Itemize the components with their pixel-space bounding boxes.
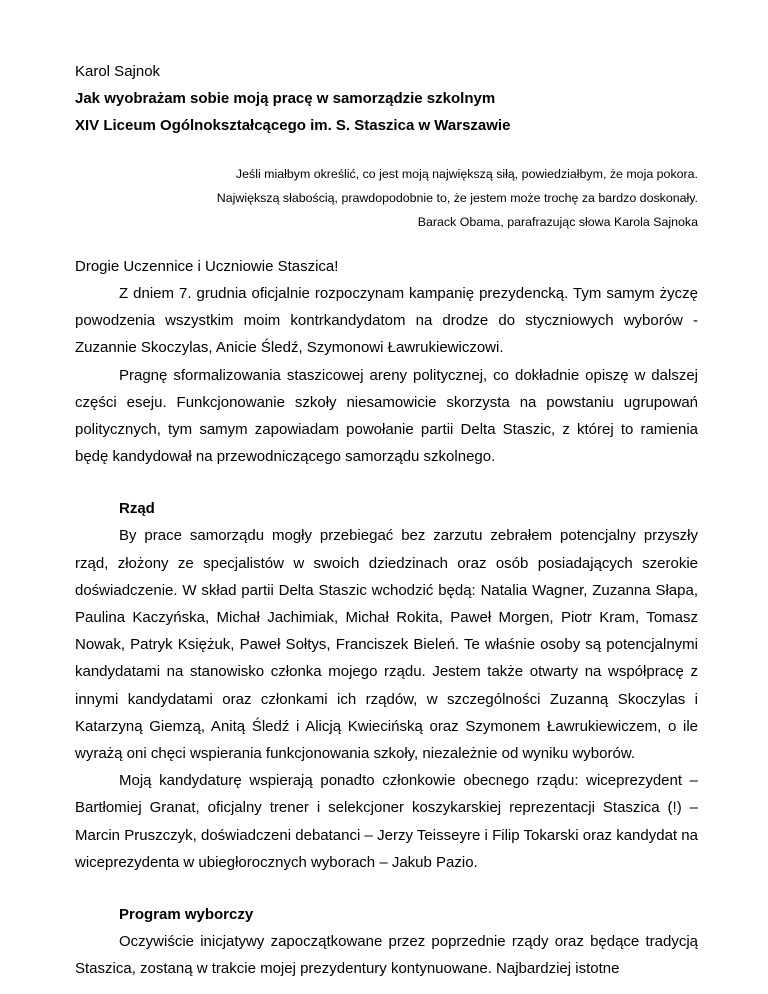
document-title: Jak wyobrażam sobie moją pracę w samorządzie szkolnym: [75, 90, 496, 107]
rzad-paragraph-2: Moją kandydaturę wspierają ponadto członkowie obecnego rządu: wiceprezydent – Bartłomiej Granat, oficjalny trener i selekcjoner koszykarskiej reprezentacji Staszica (!) – Marcin Pruszczyk, doświadczeni debatanci – Jerzy Teisseyre i Filip Tokarski oraz kandydat na wiceprezydenta w ubiegłorocznych wyborach – Jakub Pazio.: [75, 772, 698, 871]
author-name: Karol Sajnok: [75, 63, 161, 80]
rzad-paragraph-1: By prace samorządu mogły przebiegać bez zarzutu zebrałem potencjalny przyszły rząd, złożony ze specjalistów w swoich dziedzinach oraz osób posiadających szerokie doświadczenie. W skład partii Delta Staszic wchodzić będą: Natalia Wagner, Zuzanna Słapa, Paulina Kaczyńska, Michał Jachimiak, Michał Rokita, Paweł Morgen, Piotr Kram, Tomasz Nowak, Patryk Księżuk, Paweł Sołtys, Franciszek Bieleń. Te właśnie osoby są potencjalnymi kandydatami na stanowisko członka mojego rządu. Jestem także otwarty na współpracę z innymi kandydatami oraz członkami ich rządów, w szczególności Zuzanną Skoczylas i Katarzyną Giemzą, Anitą Śledź i Alicją Kwiecińską oraz Szymonem Ławrukiewiczem, o ile wyrażą oni chęci wspierania funkcjonowania szkoły, niezależnie od wyniku wyborów.: [75, 527, 698, 763]
epigraph-line-2: Największą słabością, prawdopodobnie to, że jestem może trochę za bardzo doskonały.: [216, 191, 698, 205]
epigraph-attribution: Barack Obama, parafrazując słowa Karola Sajnoka: [417, 215, 698, 229]
intro-paragraph-2: Pragnę sformalizowania staszicowej areny politycznej, co dokładnie opiszę w dalszej części eseju. Funkcjonowanie szkoły niesamowicie skorzysta na powstaniu ugrupowań politycznych, tym samym zapowiadam powołanie partii Delta Staszic, z której to ramienia będę kandydował na przewodniczącego samorządu szkolnego.: [75, 366, 698, 466]
epigraph: [75, 162, 698, 234]
section-heading-rzad: Rząd: [119, 500, 155, 518]
document-subtitle: XIV Liceum Ogólnokształcącego im. S. Staszica w Warszawie: [75, 117, 511, 134]
intro-paragraph-1: Z dniem 7. grudnia oficjalnie rozpoczynam kampanię prezydencką. Tym samym życzę powodzenia wszystkim moim kontrkandydatom na drodze do styczniowych wyborów - Zuzannie Skoczylas, Anicie Śledź, Szymonowi Ławrukiewiczowi.: [75, 285, 698, 357]
program-paragraph-1: Oczywiście inicjatywy zapoczątkowane przez poprzednie rządy oraz będące tradycją Staszica, zostaną w trakcie mojej prezydentury kontynuowane. Najbardziej istotne: [75, 933, 698, 978]
greeting: Drogie Uczennice i Uczniowie Staszica!: [75, 258, 339, 275]
section-heading-program: Program wyborczy: [119, 906, 254, 924]
epigraph-line-1: Jeśli miałbym określić, co jest moją największą siłą, powiedziałbym, że moja pokora.: [235, 167, 698, 181]
document-page: [75, 58, 698, 982]
